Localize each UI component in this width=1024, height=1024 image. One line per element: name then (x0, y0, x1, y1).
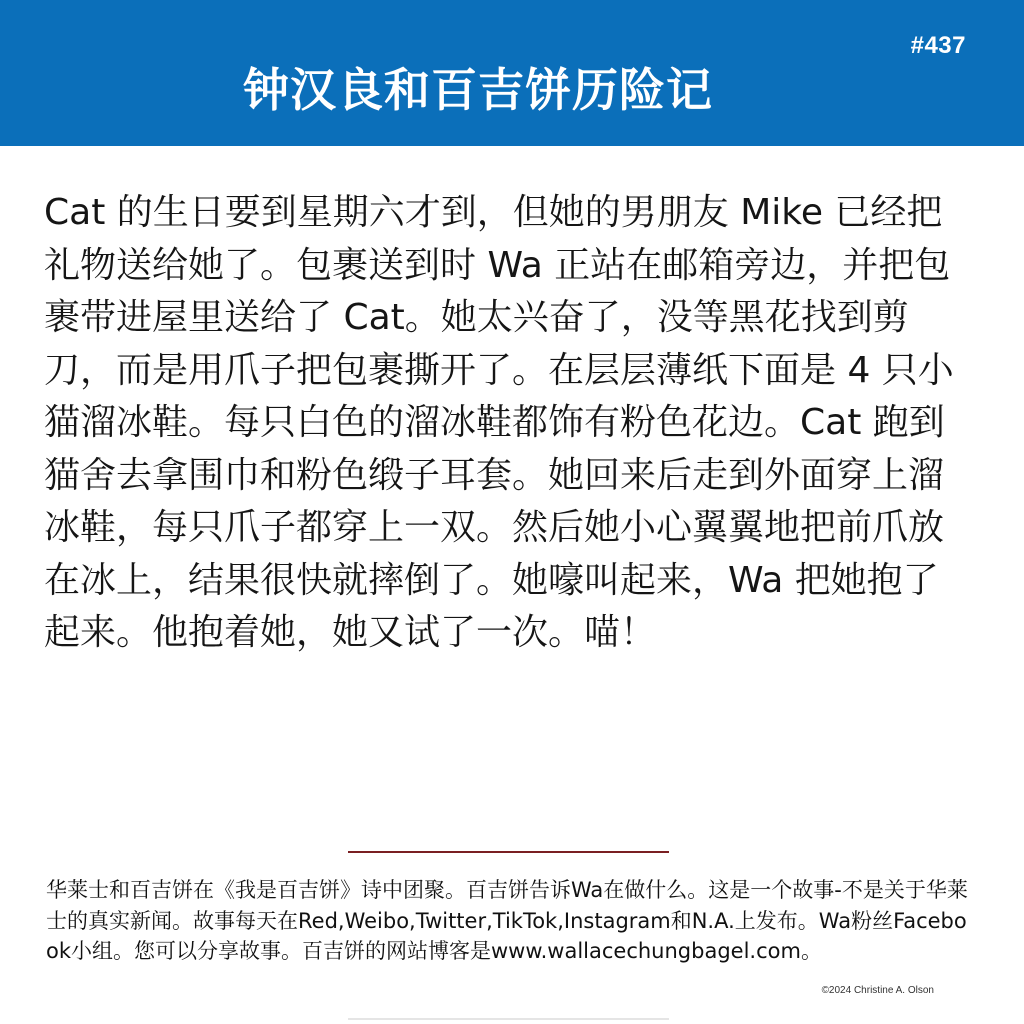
bottom-divider (348, 1018, 669, 1020)
section-divider (348, 851, 669, 853)
footer-note: 华莱士和百吉饼在《我是百吉饼》诗中团聚。百吉饼告诉Wa在做什么。这是一个故事-不是关于华莱士的真实新闻。故事每天在Red,Weibo,Twitter,TikTok,Instagram和N.A.上发布。Wa粉丝Facebook小组。您可以分享故事。百吉饼的网站博客是www.wallacechungbagel.com。 (46, 878, 968, 963)
copyright-text: ©2024 Christine A. Olson (821, 985, 934, 996)
issue-number: #437 (910, 32, 966, 59)
header-banner (0, 0, 1024, 146)
page-title: 钟汉良和百吉饼历险记 (243, 63, 713, 117)
story-text: Cat 的生日要到星期六才到，但她的男朋友 Mike 已经把礼物送给她了。包裹送到时 Wa 正站在邮箱旁边，并把包裹带进屋里送给了 Cat。她太兴奋了，没等黑花找到剪刀，而是用爪子把包裹撕开了。在层层薄纸下面是 4 只小猫溜冰鞋。每只白色的溜冰鞋都饰有粉色花边。Cat 跑到猫舍去拿围巾和粉色缎子耳套。她回来后走到外面穿上溜冰鞋，每只爪子都穿上一双。然后她小心翼翼地把前爪放在冰上，结果很快就摔倒了。她嚎叫起来，Wa 把她抱了起来。他抱着她，她又试了一次。喵！ (44, 192, 954, 653)
